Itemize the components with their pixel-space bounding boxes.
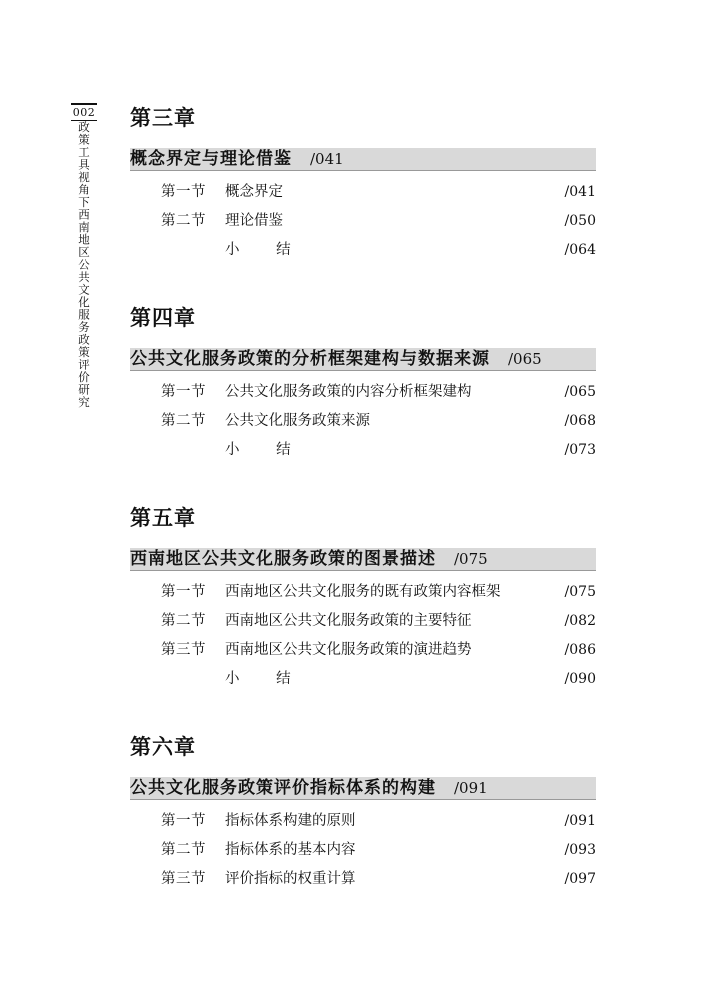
section-number: 第二节: [161, 213, 206, 229]
section-name: 指标体系的基本内容: [225, 842, 356, 858]
section-page: /091: [564, 813, 596, 829]
chapter-band[interactable]: [130, 148, 596, 171]
section-page: /093: [564, 842, 596, 858]
chapter-band[interactable]: [130, 548, 596, 571]
running-header: [68, 103, 100, 409]
chapter-band[interactable]: [130, 348, 596, 371]
chapter-subtitle: 概念界定与理论借鉴: [130, 149, 292, 169]
toc-row[interactable]: [130, 865, 596, 894]
toc-row[interactable]: [130, 436, 596, 465]
section-number: 第一节: [161, 584, 206, 600]
toc-row[interactable]: [130, 578, 596, 607]
chapter-page: /091: [454, 779, 488, 797]
toc-row[interactable]: [130, 236, 596, 265]
section-page: /050: [564, 213, 596, 229]
section-page: /064: [564, 242, 596, 258]
section-name: 公共文化服务政策来源: [225, 413, 370, 429]
section-page: /090: [564, 671, 596, 687]
section-page: /075: [564, 584, 596, 600]
section-number: 第一节: [161, 384, 206, 400]
toc-row[interactable]: [130, 807, 596, 836]
section-page: /041: [564, 184, 596, 200]
toc-row[interactable]: [130, 836, 596, 865]
book-title: 政策工具视角下西南地区公共文化服务政策评价研究: [77, 121, 91, 409]
chapter-title: 第六章: [130, 735, 196, 759]
chapter-page: /041: [310, 150, 344, 168]
chapter-3: [130, 104, 596, 265]
chapter-6: [130, 733, 596, 894]
section-name: 理论借鉴: [225, 213, 283, 229]
section-page: /068: [564, 413, 596, 429]
section-page: /073: [564, 442, 596, 458]
section-name: 小 结: [225, 442, 307, 458]
section-name: 西南地区公共文化服务政策的主要特征: [225, 613, 472, 629]
section-number: 第三节: [161, 871, 206, 887]
section-number: 第一节: [161, 184, 206, 200]
chapter-page: /065: [508, 350, 542, 368]
section-name: 西南地区公共文化服务政策的演进趋势: [225, 642, 472, 658]
section-page: /086: [564, 642, 596, 658]
chapter-subtitle: 公共文化服务政策评价指标体系的构建: [130, 778, 436, 798]
toc-row[interactable]: [130, 207, 596, 236]
section-page: /097: [564, 871, 596, 887]
section-name: 评价指标的权重计算: [225, 871, 356, 887]
section-number: 第三节: [161, 642, 206, 658]
section-number: 第一节: [161, 813, 206, 829]
chapter-subtitle: 公共文化服务政策的分析框架建构与数据来源: [130, 349, 490, 369]
section-number: 第二节: [161, 842, 206, 858]
toc-row[interactable]: [130, 178, 596, 207]
chapter-title: 第四章: [130, 306, 196, 330]
chapter-band[interactable]: [130, 777, 596, 800]
chapter-title: 第三章: [130, 106, 196, 130]
toc-row[interactable]: [130, 665, 596, 694]
section-name: 概念界定: [225, 184, 283, 200]
section-number: 第二节: [161, 413, 206, 429]
section-name: 指标体系构建的原则: [225, 813, 356, 829]
toc-row[interactable]: [130, 607, 596, 636]
chapter-title: 第五章: [130, 506, 196, 530]
chapter-subtitle: 西南地区公共文化服务政策的图景描述: [130, 549, 436, 569]
toc-row[interactable]: [130, 407, 596, 436]
chapter-4: [130, 304, 596, 465]
section-page: /065: [564, 384, 596, 400]
section-page: /082: [564, 613, 596, 629]
section-name: 小 结: [225, 242, 307, 258]
section-name: 公共文化服务政策的内容分析框架建构: [225, 384, 472, 400]
page-number: 002: [72, 105, 96, 119]
chapter-5: [130, 504, 596, 694]
section-name: 西南地区公共文化服务的既有政策内容框架: [225, 584, 501, 600]
toc-row[interactable]: [130, 378, 596, 407]
chapter-page: /075: [454, 550, 488, 568]
section-name: 小 结: [225, 671, 307, 687]
toc-row[interactable]: [130, 636, 596, 665]
section-number: 第二节: [161, 613, 206, 629]
